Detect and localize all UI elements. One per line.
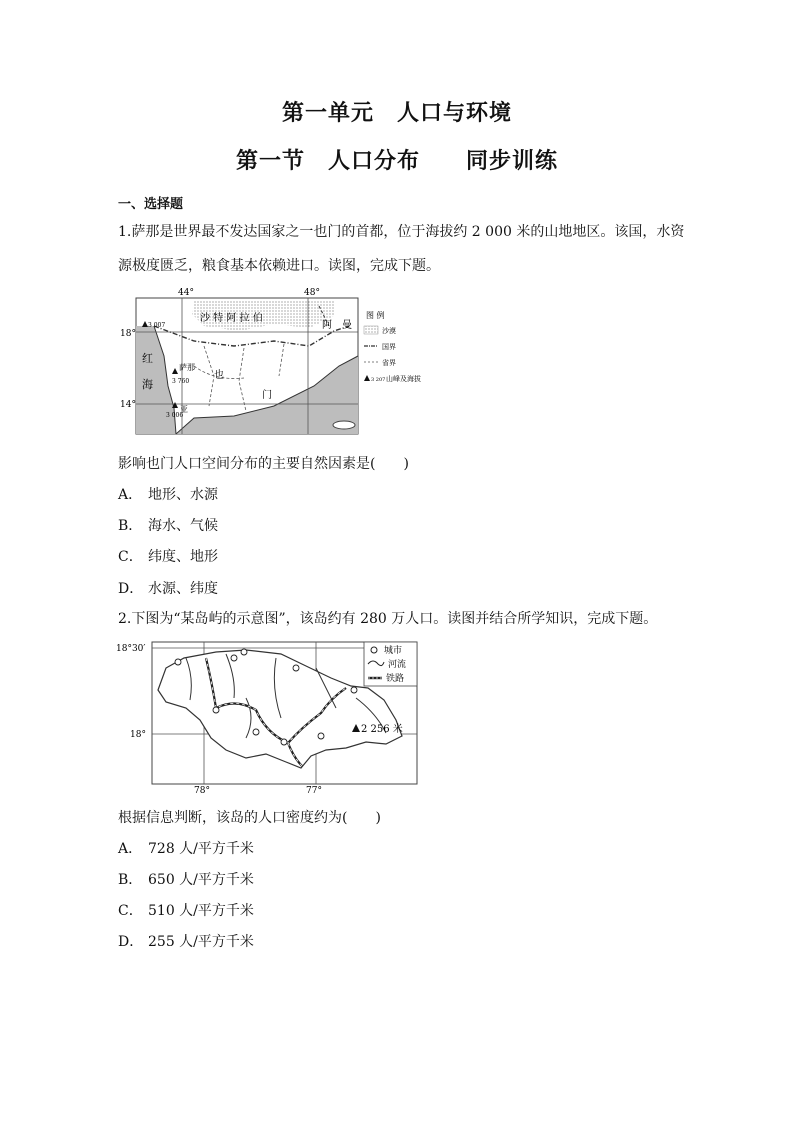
lon-label-44: 44° <box>178 288 194 298</box>
option-letter: C． <box>118 549 143 565</box>
option-text: 255 人/平方千米 <box>148 934 254 950</box>
page-title: 第一单元 人口与环境 <box>281 101 512 126</box>
peak-label-3: 3 006 <box>166 412 184 419</box>
q1-option-c[interactable] <box>118 546 218 566</box>
lat-label-18: 18° <box>120 329 136 339</box>
option-text: 650 人/平方千米 <box>148 872 254 888</box>
option-text: 728 人/平方千米 <box>148 841 254 857</box>
option-letter: D． <box>118 581 144 597</box>
region-yemen-2: 门 <box>262 390 272 401</box>
lat-label-1830: 18°30′ <box>116 644 146 654</box>
option-letter: A． <box>118 841 143 857</box>
option-text: 海水、气候 <box>148 518 218 534</box>
q2-option-b[interactable] <box>118 869 254 889</box>
island-map <box>116 638 421 796</box>
option-text: 纬度、地形 <box>148 549 218 565</box>
legend-railway: 铁路 <box>386 674 405 684</box>
q2-option-a[interactable] <box>118 838 254 858</box>
peak-label-1: 3 007 <box>148 322 166 329</box>
q1-text <box>118 215 688 283</box>
legend-border: 国界 <box>382 343 396 351</box>
lon-label-48: 48° <box>304 288 320 298</box>
lat-label-18: 18° <box>130 730 146 740</box>
option-letter: C． <box>118 903 143 919</box>
lon-label-77: 77° <box>306 786 322 796</box>
region-saudi: 沙 特 阿 拉 伯 <box>200 313 263 324</box>
q2-option-c[interactable] <box>118 900 254 920</box>
lon-label-78: 78° <box>194 786 210 796</box>
island-legend <box>364 642 417 686</box>
yemen-map <box>120 286 434 436</box>
q1-option-b[interactable] <box>118 515 218 535</box>
option-text: 水源、纬度 <box>148 581 218 597</box>
q1-option-a[interactable] <box>118 484 218 504</box>
option-text: 510 人/平方千米 <box>148 903 254 919</box>
option-letter: B． <box>118 518 143 534</box>
option-letter: D． <box>118 934 144 950</box>
lat-label-14: 14° <box>120 400 136 410</box>
option-letter: A． <box>118 487 143 503</box>
page-subtitle: 第一节 人口分布 同步训练 <box>235 149 558 174</box>
region-redsea-1: 红 <box>142 352 153 365</box>
legend-peak: 山峰及海拔 <box>386 375 421 383</box>
legend-title: 图 例 <box>366 311 385 320</box>
region-redsea-2: 海 <box>142 378 153 391</box>
section-heading: 一、选择题 <box>118 197 184 212</box>
legend-peak-value: 3 207 <box>371 377 386 383</box>
option-letter: B． <box>118 872 143 888</box>
legend-province: 省界 <box>382 359 396 367</box>
legend-desert: 沙漠 <box>382 327 396 335</box>
q2-option-d[interactable] <box>118 931 254 951</box>
peak-label-2: 3 760 <box>172 378 190 385</box>
q2-text: 2.下图为“某岛屿的示意图”，该岛约有 280 万人口。读图并结合所学知识，完成下题。 <box>118 611 658 627</box>
yemen-legend <box>364 310 421 383</box>
option-text: 地形、水源 <box>148 487 218 503</box>
city-aden: 亚 <box>180 405 188 414</box>
q1-text-line2: 源极度匮乏，粮食基本依赖进口。读图，完成下题。 <box>118 258 440 274</box>
legend-river: 河流 <box>388 660 407 670</box>
q1-option-d[interactable] <box>118 578 218 598</box>
city-sanaa: 萨那 <box>179 363 195 372</box>
legend-city: 城市 <box>384 646 403 656</box>
peak-label: 2 256 米 <box>361 724 403 735</box>
q1-stem: 影响也门人口空间分布的主要自然因素是( ) <box>118 456 409 472</box>
region-oman: 阿 曼 <box>322 320 352 331</box>
island-shape <box>333 421 355 429</box>
q2-stem: 根据信息判断，该岛的人口密度约为( ) <box>118 810 381 826</box>
q1-text-line1: 1.萨那是世界最不发达国家之一也门的首都，位于海拔约 2 000 米的山地地区。该国，水资 <box>118 224 685 240</box>
region-yemen-1: 也 <box>214 370 224 381</box>
